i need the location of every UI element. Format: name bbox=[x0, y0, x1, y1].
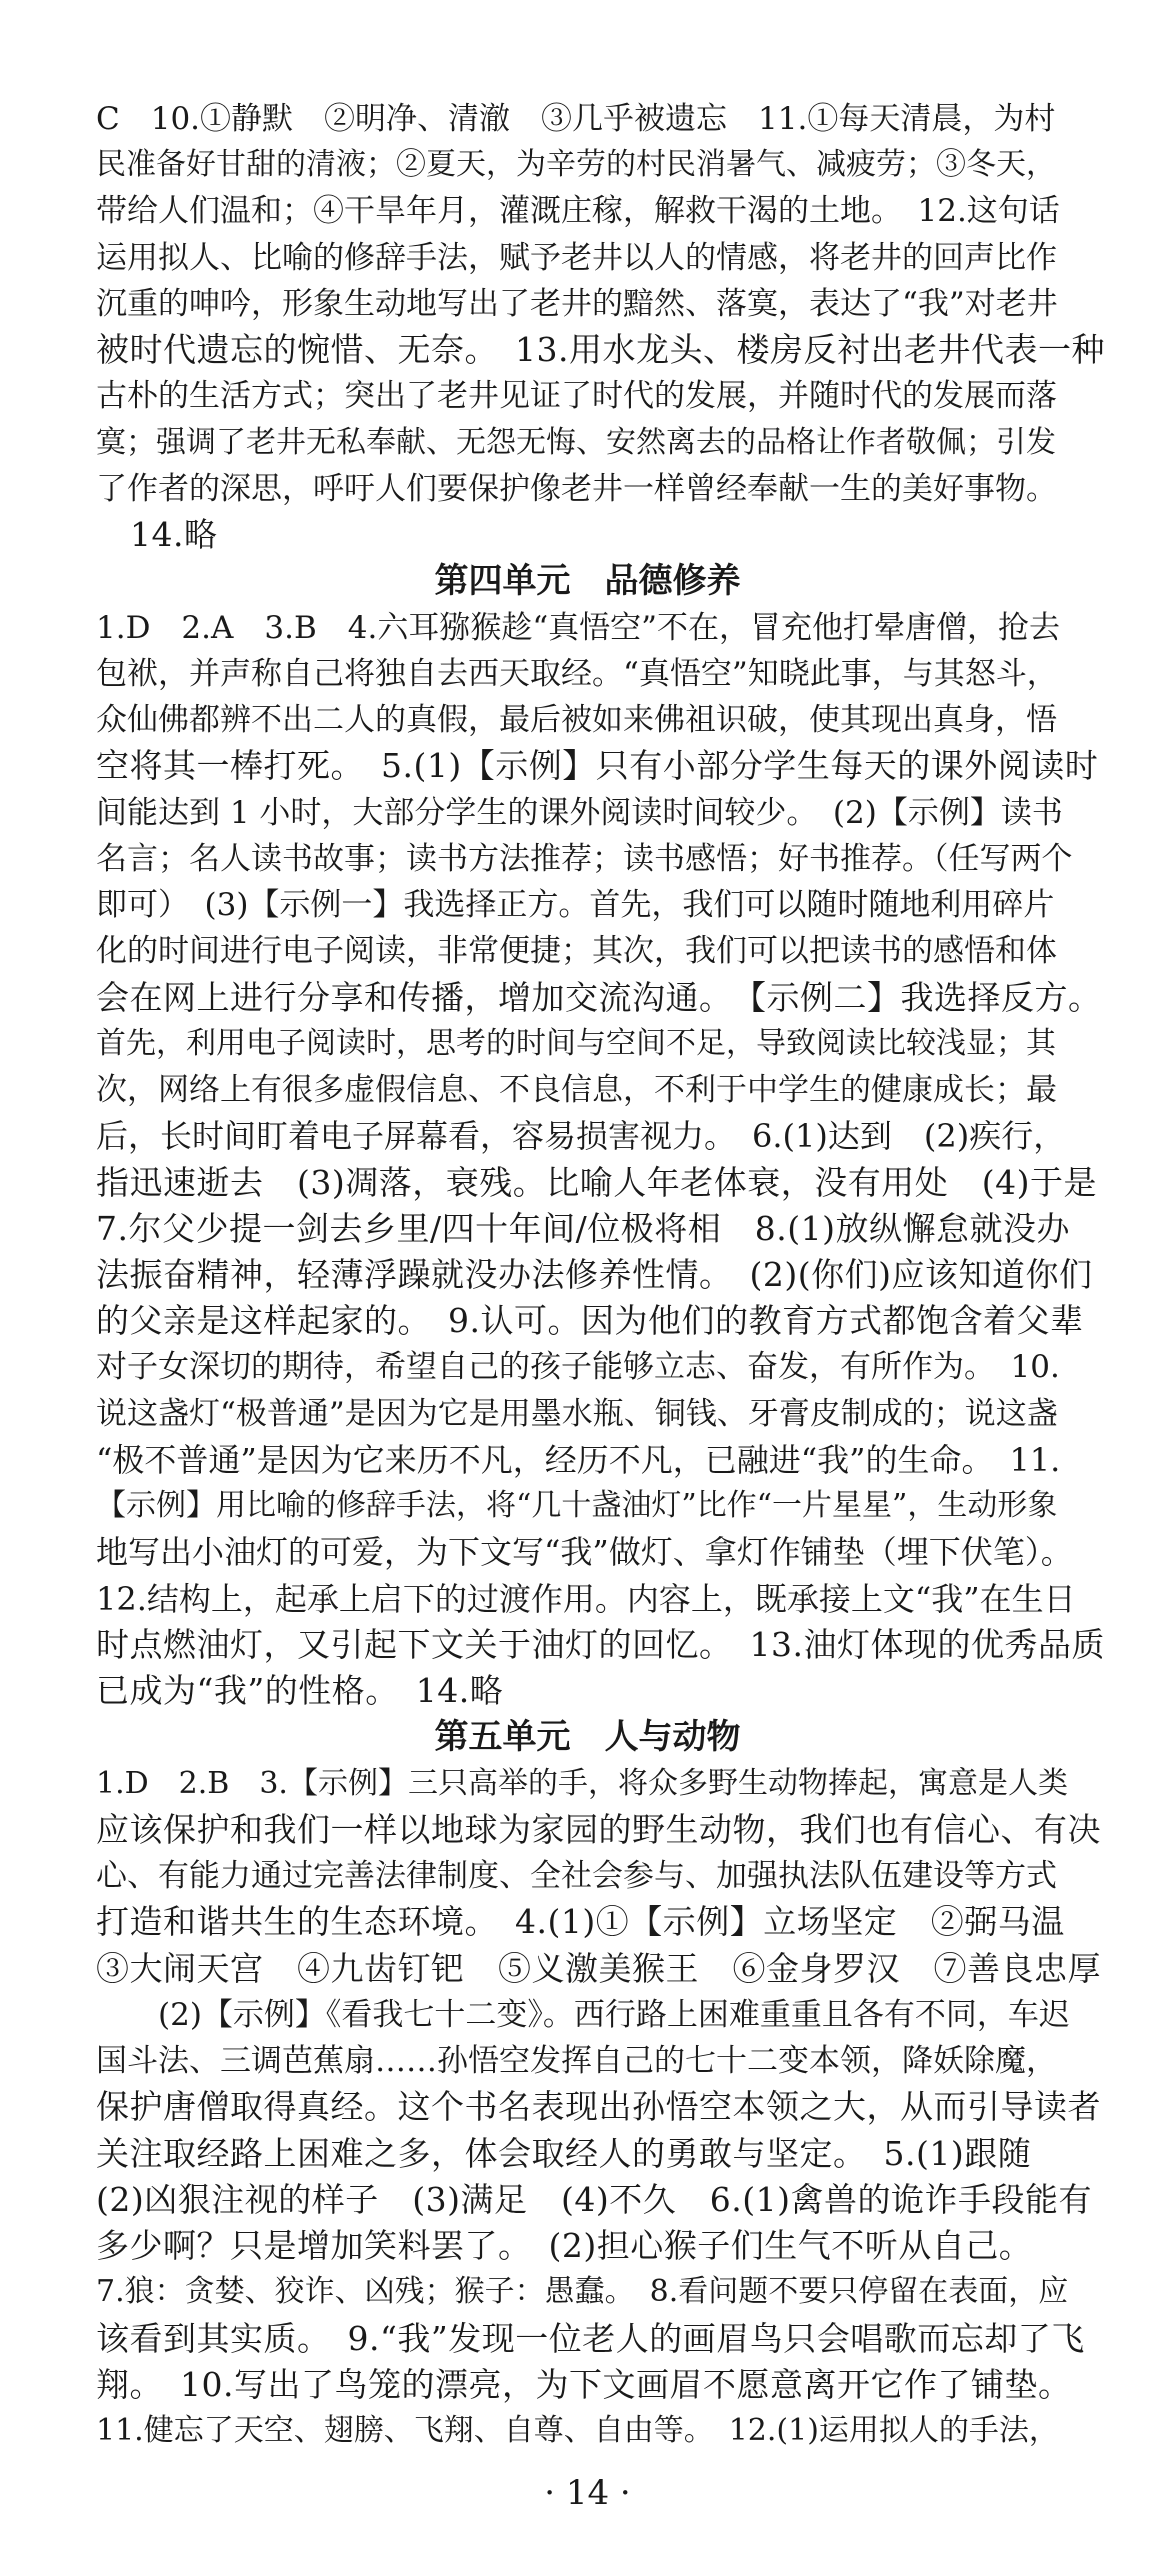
text-line: 后，长时间盯着电子屏幕看，容易损害视力。 6.(1)达到 (2)疾行， bbox=[96, 1117, 1066, 1155]
text-line: 说这盏灯“极普通”是因为它是用墨水瓶、铜钱、牙膏皮制成的；说这盏 bbox=[96, 1396, 1058, 1432]
text-line: 寞；强调了老井无私奉献、无怨无悔、安然离去的品格让作者敬佩；引发 bbox=[96, 425, 1056, 460]
unit4-heading: 第四单元 品德修养 bbox=[434, 561, 741, 601]
text-line: 该看到其实质。 9.“我”发现一位老人的画眉鸟只会唱歌而忘却了飞 bbox=[96, 2319, 1085, 2358]
text-line: 翔。 10.写出了鸟笼的漂亮，为下文画眉不愿意离开它作了铺垫。 bbox=[96, 2365, 1072, 2404]
text-line: C 10.①静默 ②明净、清澈 ③几乎被遗忘 11.①每天清晨，为村 bbox=[96, 101, 1056, 137]
text-line: (2)【示例】《看我七十二变》。西行路上困难重重且各有不同，车迟 bbox=[96, 1997, 1070, 2033]
text-line: 已成为“我”的性格。 14.略 bbox=[96, 1671, 504, 1710]
text-line: 指迅速逝去 (3)凋落，衰残。比喻人年老体衰，没有用处 (4)于是 bbox=[96, 1163, 1097, 1202]
text-line: 次，网络上有很多虚假信息、不良信息，不利于中学生的健康成长；最 bbox=[96, 1072, 1057, 1108]
text-line: 古朴的生活方式；突出了老井见证了时代的发展，并随时代的发展而落 bbox=[96, 378, 1057, 414]
page-number: · 14 · bbox=[544, 2473, 631, 2513]
text-line: 关注取经路上困难之多，体会取经人的勇敢与坚定。 5.(1)跟随 bbox=[96, 2134, 1032, 2173]
text-line: 间能达到 1 小时，大部分学生的课外阅读时间较少。 (2)【示例】读书 bbox=[96, 795, 1063, 831]
text-line: (2)凶狠注视的样子 (3)满足 (4)不久 6.(1)禽兽的诡诈手段能有 bbox=[96, 2180, 1092, 2219]
text-line: 法振奋精神，轻薄浮躁就没办法修养性情。 (2)(你们)应该知道你们 bbox=[96, 1255, 1093, 1294]
text-line: 心、有能力通过完善法律制度、全社会参与、加强执法队伍建设等方式 bbox=[96, 1858, 1057, 1894]
text-line: 对子女深切的期待，希望自己的孩子能够立志、奋发，有所作为。 10. bbox=[96, 1349, 1060, 1385]
text-line: 7.狼：贪婪、狡诈、凶残；猴子：愚蠢。 8.看问题不要只停留在表面，应 bbox=[96, 2274, 1069, 2309]
text-line: 【示例】用比喻的修辞手法，将“几十盏油灯”比作“一片星星”，生动形象 bbox=[96, 1488, 1058, 1523]
text-line: 运用拟人、比喻的修辞手法，赋予老井以人的情感，将老井的回声比作 bbox=[96, 240, 1057, 276]
text-line: “极不普通”是因为它来历不凡，经历不凡，已融进“我”的生命。 11. bbox=[96, 1441, 1061, 1479]
text-line: 11.健忘了天空、翅膀、飞翔、自尊、自由等。 12.(1)运用拟人的手法， bbox=[96, 2413, 1059, 2448]
text-line: 国斗法、三调芭蕉扇……孙悟空发挥自己的七十二变本领，降妖除魔， bbox=[96, 2043, 1057, 2079]
text-line: 1.D 2.A 3.B 4.六耳猕猴趁“真悟空”不在，冒充他打晕唐僧，抢去 bbox=[96, 610, 1061, 646]
text-line: 包袱，并声称自己将独自去西天取经。“真悟空”知晓此事，与其怒斗， bbox=[96, 656, 1058, 692]
text-line: 地写出小油灯的可爱，为下文写“我”做灯、拿灯作铺垫（埋下伏笔）。 bbox=[96, 1533, 1073, 1571]
text-line: 多少啊？只是增加笑料罢了。 (2)担心猴子们生气不听从自己。 bbox=[96, 2226, 1033, 2265]
text-line: 名言；名人读书故事；读书方法推荐；读书感悟；好书推荐。（任写两个 bbox=[96, 841, 1073, 877]
text-line: 时点燃油灯，又引起下文关于油灯的回忆。 13.油灯体现的优秀品质 bbox=[96, 1625, 1105, 1664]
text-line: 化的时间进行电子阅读，非常便捷；其次，我们可以把读书的感悟和体 bbox=[96, 933, 1057, 969]
text-line: 1.D 2.B 3.【示例】三只高举的手，将众多野生动物捧起，寓意是人类 bbox=[96, 1766, 1068, 1801]
text-line: 带给人们温和；④干旱年月，灌溉庄稼，解救干渴的土地。 12.这句话 bbox=[96, 193, 1060, 229]
text-line: 众仙佛都辨不出二人的真假，最后被如来佛祖识破，使其现出真身，悟 bbox=[96, 702, 1057, 738]
unit5-heading: 第五单元 人与动物 bbox=[434, 1717, 741, 1757]
text-line: 14.略 bbox=[130, 515, 218, 554]
text-line: 打造和谐共生的生态环境。 4.(1)①【示例】立场坚定 ②弼马温 bbox=[96, 1902, 1065, 1941]
text-line: 会在网上进行分享和传播，增加交流沟通。 【示例二】我选择反方。 bbox=[96, 978, 1102, 1017]
text-line: 应该保护和我们一样以地球为家园的野生动物，我们也有信心、有决 bbox=[96, 1810, 1101, 1849]
text-line: 保护唐僧取得真经。这个书名表现出孙悟空本领之大，从而引导读者 bbox=[96, 2087, 1101, 2126]
text-line: 12.结构上，起承上启下的过渡作用。内容上，既承接上文“我”在生日 bbox=[96, 1580, 1076, 1618]
text-line: ③大闹天宫 ④九齿钉钯 ⑤义激美猴王 ⑥金身罗汉 ⑦善良忠厚 bbox=[96, 1949, 1101, 1988]
text-line: 首先，利用电子阅读时，思考的时间与空间不足，导致阅读比较浅显；其 bbox=[96, 1026, 1056, 1061]
text-line: 民准备好甘甜的清液；②夏天，为辛劳的村民消暑气、减疲劳；③冬天， bbox=[96, 147, 1056, 182]
text-line: 7.尔父少提一剑去乡里/四十年间/位极将相 8.(1)放纵懈怠就没办 bbox=[96, 1209, 1070, 1248]
text-line: 了作者的深思，呼吁人们要保护像老井一样曾经奉献一生的美好事物。 bbox=[96, 471, 1057, 507]
text-line: 空将其一棒打死。 5.(1)【示例】只有小部分学生每天的课外阅读时 bbox=[96, 746, 1099, 785]
text-line: 被时代遗忘的惋惜、无奈。 13.用水龙头、楼房反衬出老井代表一种 bbox=[96, 330, 1105, 369]
text-line: 的父亲是这样起家的。 9.认可。因为他们的教育方式都饱含着父辈 bbox=[96, 1301, 1084, 1340]
text-line: 即可） (3)【示例一】我选择正方。首先，我们可以随时随地利用碎片 bbox=[96, 887, 1055, 923]
text-line: 沉重的呻吟，形象生动地写出了老井的黯然、落寞，表达了“我”对老井 bbox=[96, 286, 1058, 322]
